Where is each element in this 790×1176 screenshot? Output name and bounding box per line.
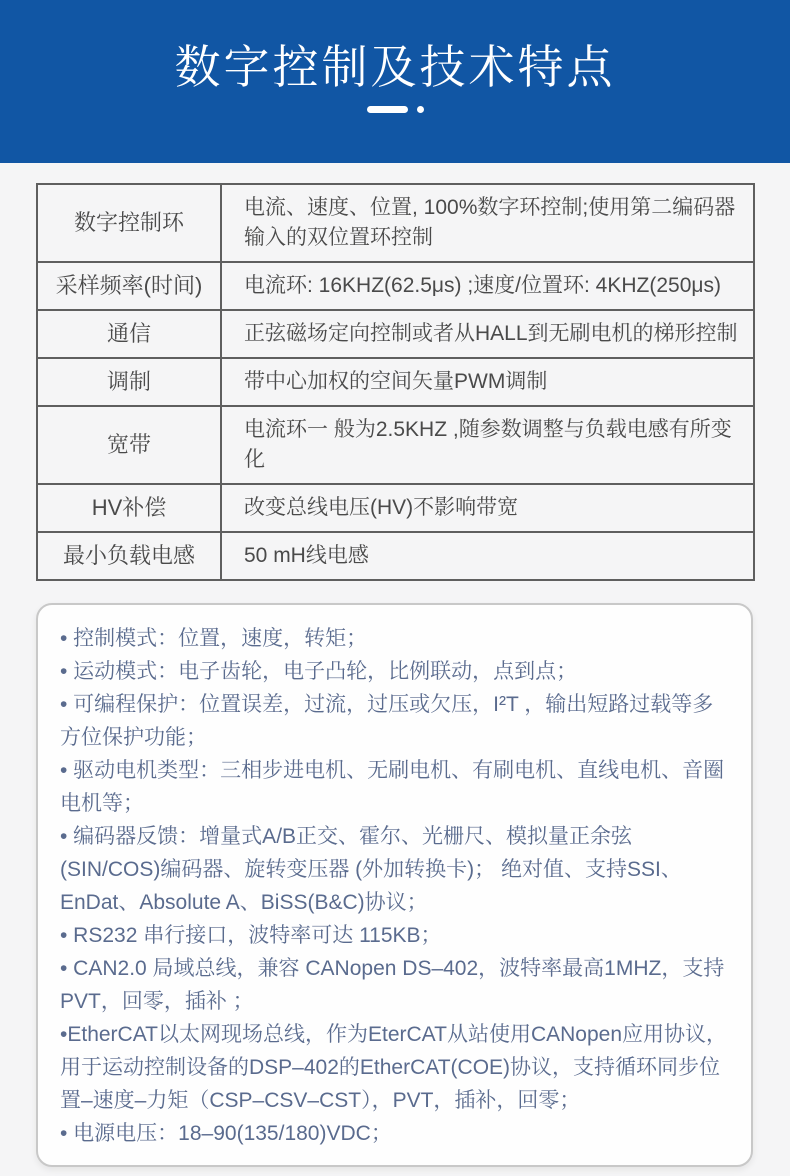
feature-item: •EtherCAT以太网现场总线，作为EterCAT从站使用CANopen应用协议，用于运动控制设备的DSP–402的EtherCAT(COE)协议，支持循环同步位置–速度–力矩（CSP–CSV–CST），PVT，插补，回零； (60, 1023, 727, 1112)
spec-label-cell: HV补偿 (37, 484, 221, 532)
spec-row (37, 184, 754, 262)
feature-item: • 运动模式：电子齿轮，电子凸轮，比例联动，点到点； (60, 660, 578, 683)
feature-item: • RS232 串行接口，波特率可达 115KB； (60, 924, 442, 947)
spec-row (37, 358, 754, 406)
title-underline-dot-icon (417, 106, 424, 113)
header-banner (0, 0, 790, 163)
spec-table (36, 183, 755, 581)
title-underline (0, 106, 790, 113)
page-title: 数字控制及技术特点 (174, 41, 616, 93)
spec-value-cell: 电流环: 16KHZ(62.5μs) ;速度/位置环: 4KHZ(250μs) (221, 262, 754, 310)
features-card (36, 603, 753, 1167)
spec-value-cell: 带中心加权的空间矢量PWM调制 (221, 358, 754, 406)
feature-item: • 驱动电机类型：三相步进电机、无刷电机、有刷电机、直线电机、音圈电机等； (60, 759, 725, 815)
spec-row (37, 532, 754, 580)
spec-value-cell: 电流环一 般为2.5KHZ ,随参数调整与负载电感有所变化 (221, 406, 754, 484)
spec-label-cell: 数字控制环 (37, 184, 221, 262)
feature-item: • 编码器反馈：增量式A/B正交、霍尔、光栅尺、模拟量正余弦(SIN/COS)编码器、旋转变压器 (外加转换卡)； 绝对值、支持SSI、EnDat、Absolute A、BiSS(B&C)协议； (60, 825, 682, 914)
title-underline-dash-icon (367, 106, 408, 113)
spec-label-cell: 宽带 (37, 406, 221, 484)
feature-item: • 电源电压：18–90(135/180)VDC； (60, 1122, 392, 1145)
spec-value-cell: 改变总线电压(HV)不影响带宽 (221, 484, 754, 532)
spec-value-cell: 50 mH线电感 (221, 532, 754, 580)
spec-row (37, 484, 754, 532)
feature-item: • CAN2.0 局域总线，兼容 CANopen DS–402，波特率最高1MHZ，支持PVT，回零，插补 ； (60, 957, 725, 1013)
spec-row (37, 310, 754, 358)
spec-label-cell: 调制 (37, 358, 221, 406)
spec-value-cell: 电流、速度、位置, 100%数字环控制;使用第二编码器输入的双位置环控制 (221, 184, 754, 262)
spec-label-cell: 通信 (37, 310, 221, 358)
spec-value-cell: 正弦磁场定向控制或者从HALL到无刷电机的梯形控制 (221, 310, 754, 358)
spec-row (37, 262, 754, 310)
spec-label-cell: 采样频率(时间) (37, 262, 221, 310)
spec-label-cell: 最小负载电感 (37, 532, 221, 580)
feature-item: • 可编程保护：位置误差，过流，过压或欠压，I²T ，输出短路过载等多方位保护功能； (60, 693, 714, 749)
spec-row (37, 406, 754, 484)
feature-item: • 控制模式：位置，速度，转矩； (60, 627, 368, 650)
